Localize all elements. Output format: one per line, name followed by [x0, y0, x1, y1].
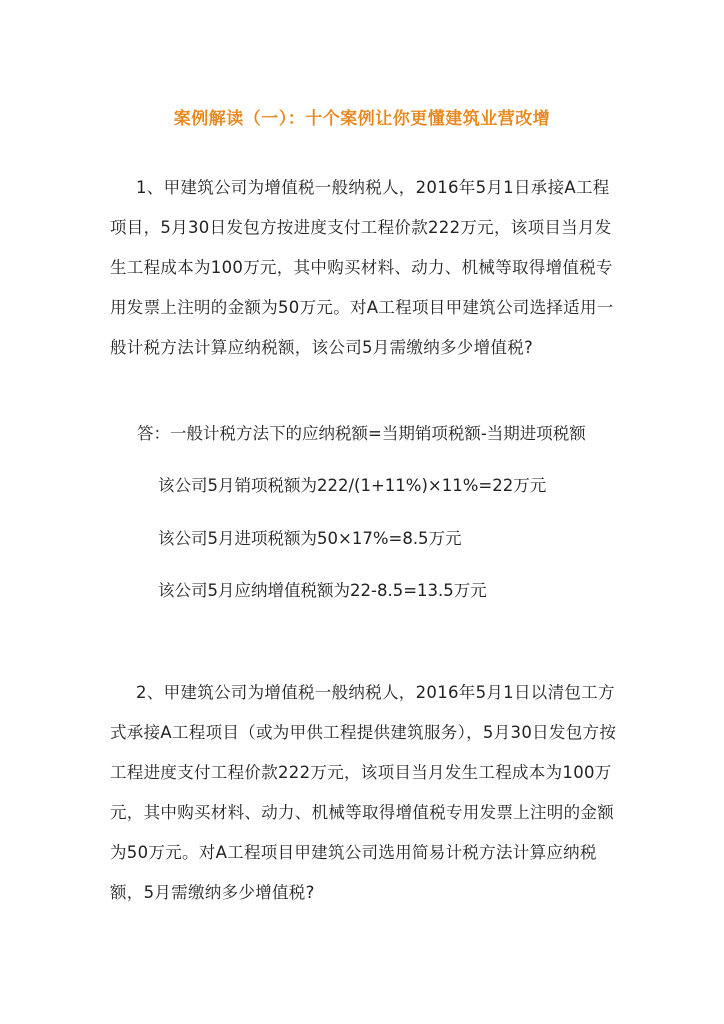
case1-answer: 答：一般计税方法下的应纳税额=当期销项税额-当期进项税额 — [137, 424, 586, 443]
case1-input-tax: 该公司5月进项税额为50×17%=8.5万元 — [158, 529, 462, 548]
case1-question: 1、甲建筑公司为增值税一般纳税人，2016年5月1日承接A工程项目，5月30日发包方按进度支付工程价款222万元，该项目当月发生工程成本为100万元，其中购买材料、动力、机械等取得增值税专用发票上注明的金额为50万元。对A工程项目甲建筑公司选择适用一般计税方法计算应纳税额，该公司5月需缴纳多少增值税? — [110, 178, 614, 357]
document-title: 案例解读（一）：十个案例让你更懂建筑业营改增 — [173, 109, 551, 129]
case1-output-tax: 该公司5月销项税额为222/(1+11%)×11%=22万元 — [158, 476, 547, 495]
case1-payable-tax: 该公司5月应纳增值税额为22-8.5=13.5万元 — [158, 581, 487, 600]
case2-question: 2、甲建筑公司为增值税一般纳税人，2016年5月1日以清包工方式承接A工程项目（或为甲供工程提供建筑服务），5月30日发包方按工程进度支付工程价款222万元，该项目当月发生工程成本为100万元，其中购买材料、动力、机械等取得增值税专用发票上注明的金额为50万元。对A工程项目甲建筑公司选用简易计税方法计算应纳税额，5月需缴纳多少增值税? — [110, 683, 617, 902]
